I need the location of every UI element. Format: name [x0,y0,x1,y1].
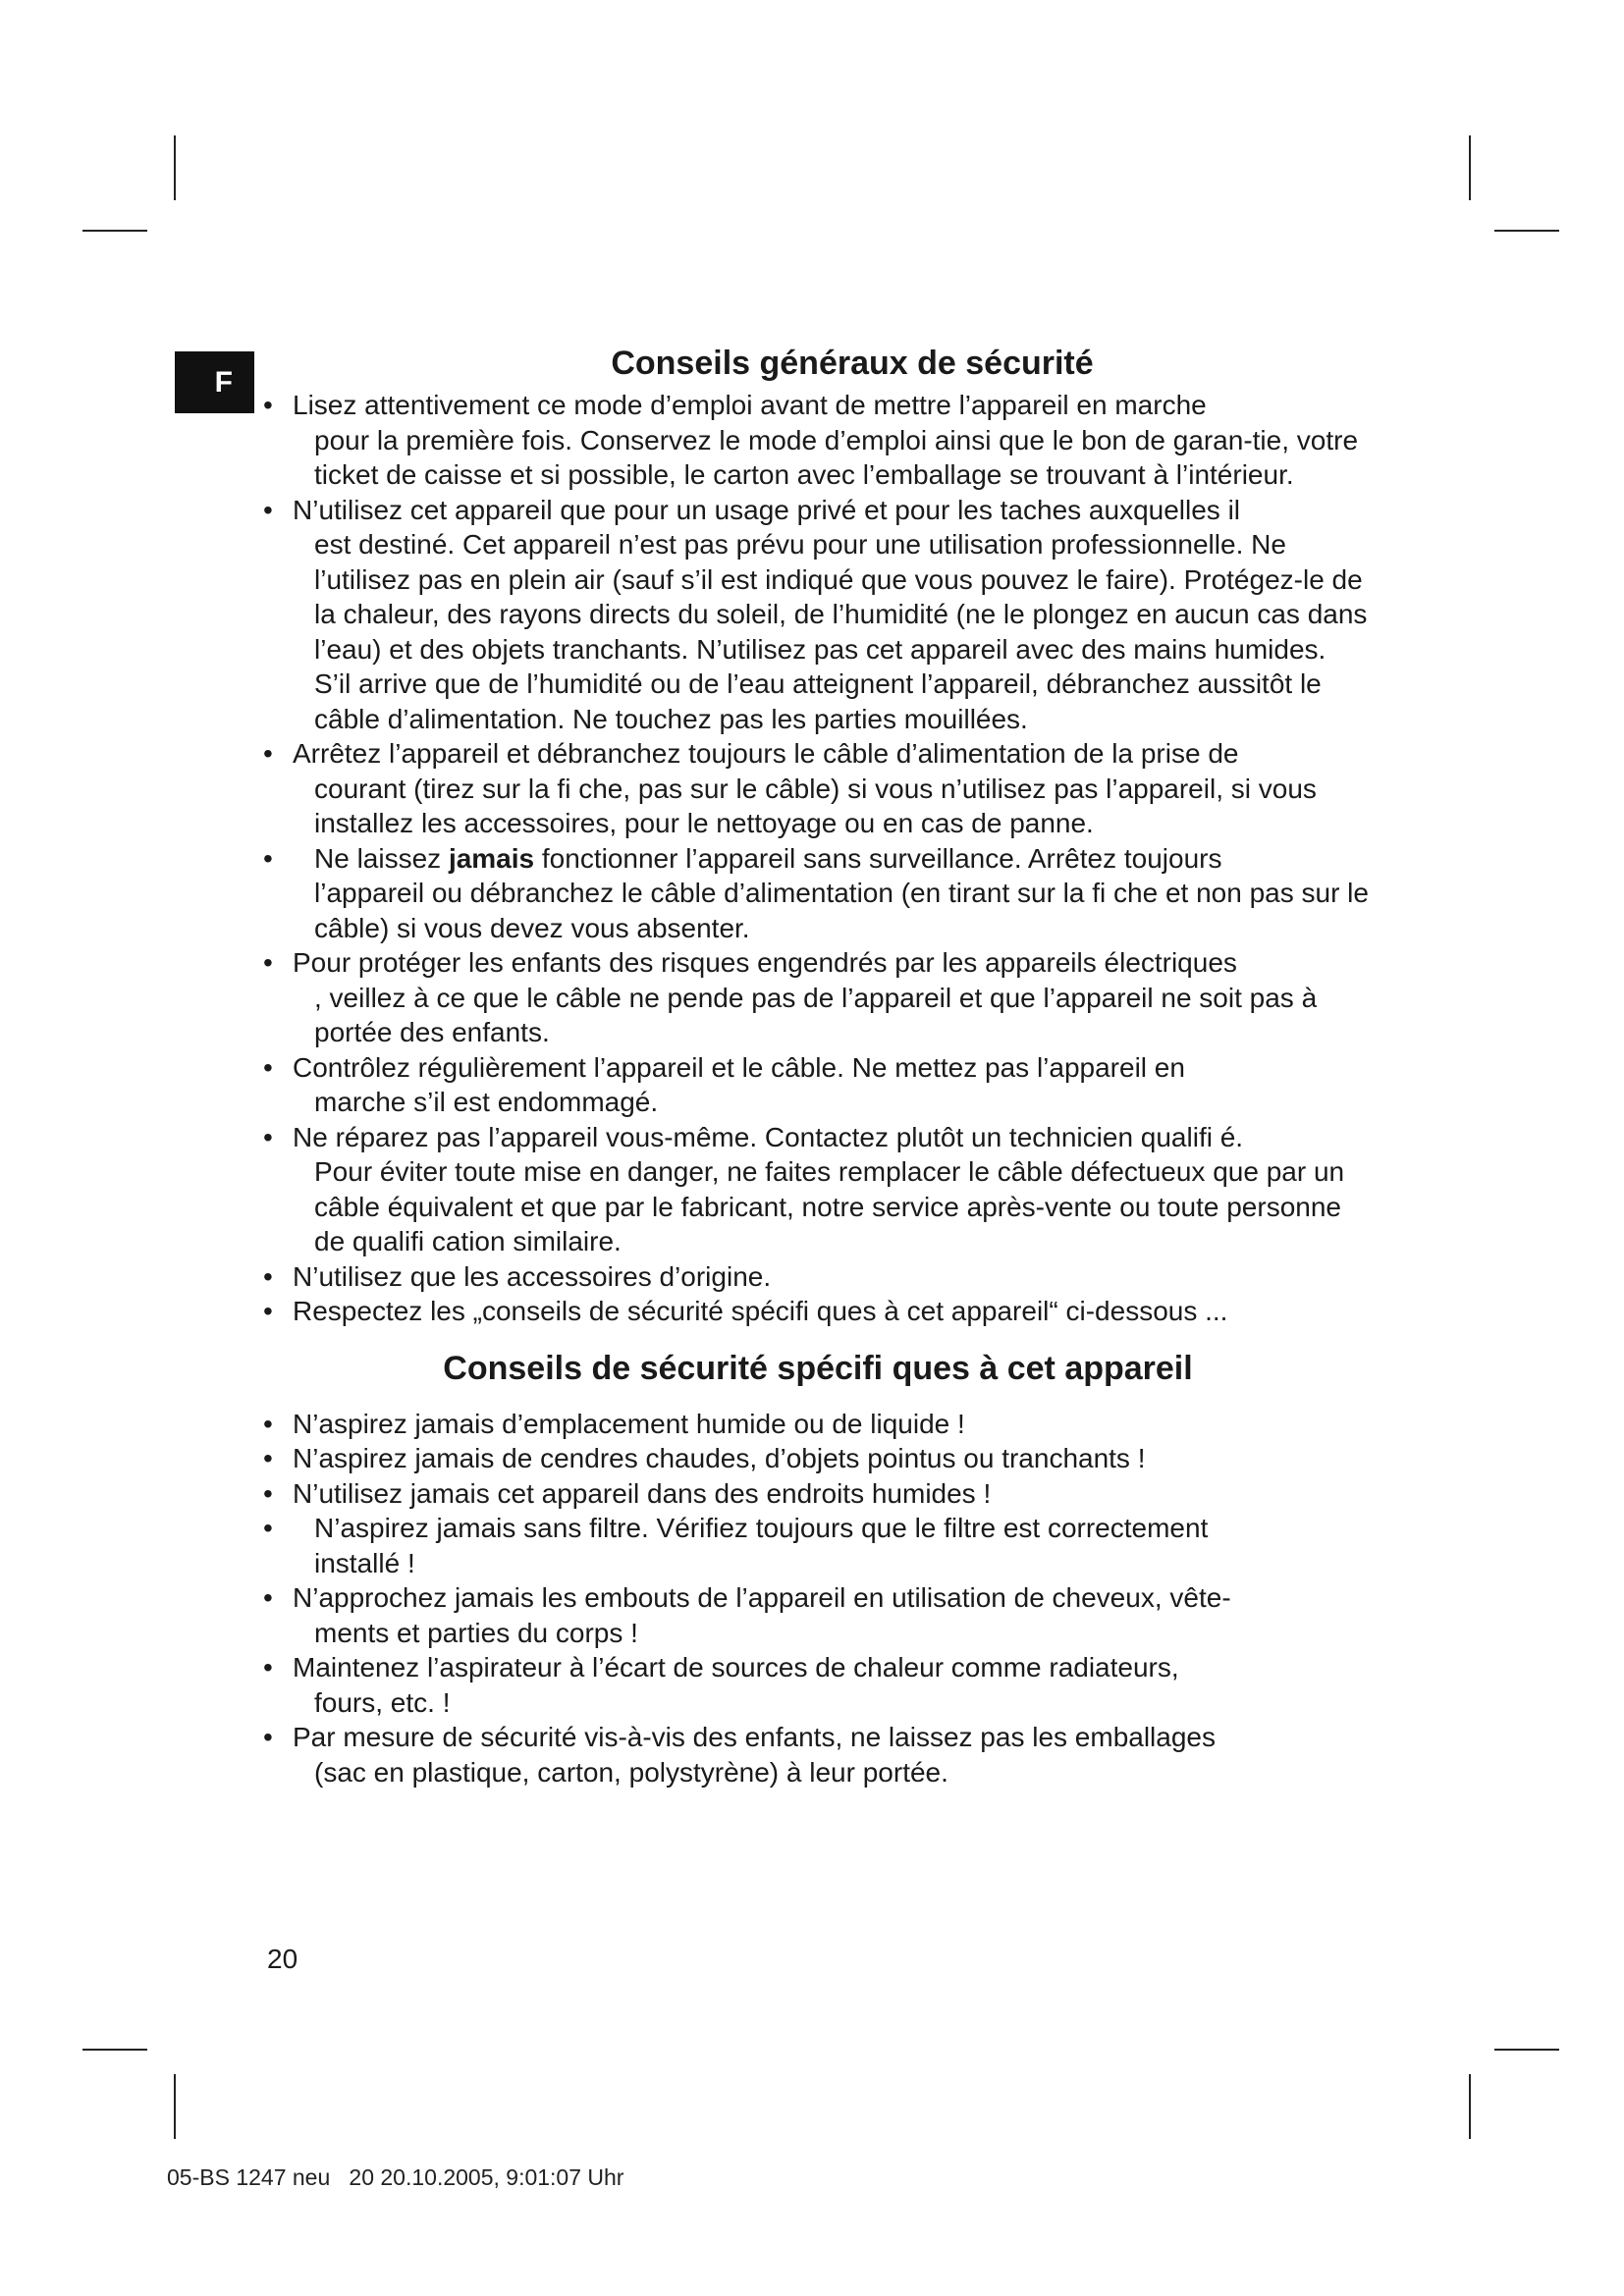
crop-mark-top-right-horizontal [1494,230,1559,232]
section-title-general-safety: Conseils généraux de sécurité [611,345,1094,382]
list-item-first-line: • Pour protéger les enfants des risques engendrés par les appareils électriques [293,947,1237,978]
list-item-first-line: • N’aspirez jamais d’emplacement humide ou de liquide ! [293,1408,965,1439]
list-item [263,1476,1373,1512]
list-item-first-line: • N’aspirez jamais sans filtre. Vérifiez toujours que le filtre est correctement [314,1513,1209,1543]
list-item [263,1580,1373,1650]
list-item-text: , veillez à ce que le câble ne pende pas de l’appareil et que l’appareil ne soit pas à portée des enfants. [314,982,1318,1047]
list-item [263,1720,1373,1789]
list-item-first-line: • N’utilisez que les accessoires d’origine. [293,1260,772,1292]
emphasis-jamais: jamais [448,842,535,874]
crop-mark-bottom-left-vertical [174,2074,176,2139]
list-item [263,841,1373,946]
list-item-text: l’appareil ou débranchez le câble d’alimentation (en tirant sur la fi che et non pas sur le câble) si vous devez vous absenter. [314,878,1369,943]
list-item-first-line: • Maintenez l’aspirateur à l’écart de sources de chaleur comme radiateurs, [293,1652,1179,1682]
list-item [263,493,1373,737]
list-item-text-post: fonctionner l’appareil sans surveillance. Arrêtez toujours [534,842,1222,874]
list-item [263,1294,1373,1329]
list-item-first-line: • N’utilisez jamais cet appareil dans des endroits humides ! [293,1477,992,1509]
list-item-text: courant (tirez sur la fi che, pas sur le câble) si vous n’utilisez pas l’appareil, si vous installez les accessoires, pour le nettoyage ou en cas de panne. [314,773,1317,838]
list-item [263,1650,1373,1720]
list-item [263,736,1373,841]
crop-mark-top-left-vertical [174,135,176,200]
list-item-first-line: • Lisez attentivement ce mode d’emploi avant de mettre l’appareil en marche [293,390,1207,420]
page-content [263,339,1373,1789]
list-item [263,1441,1373,1476]
list-item-text: pour la première fois. Conservez le mode d’emploi ainsi que le bon de garan-tie, votre ticket de caisse et si possible, le carton avec l’emballage se trouvant à l’intérieur. [314,424,1359,490]
list-item-text: installé ! [314,1547,415,1578]
list-item-first-line: • Par mesure de sécurité vis-à-vis des enfants, ne laissez pas les emballages [293,1722,1216,1752]
crop-mark-bottom-right-vertical [1469,2074,1471,2139]
list-item-first-line: • N’aspirez jamais de cendres chaudes, d’objets pointus ou tranchants ! [293,1443,1146,1473]
list-item-first-line [314,841,1369,877]
list-item-text: Pour éviter toute mise en danger, ne faites remplacer le câble défectueux que par un câble équivalent et que par le fabricant, notre service après-vente ou toute personne de qualifi cation similaire. [314,1156,1345,1256]
list-item-text: marche s’il est endommagé. [314,1087,659,1117]
general-safety-list [263,388,1373,1329]
list-item-first-line: • Arrêtez l’appareil et débranchez toujours le câble d’alimentation de la prise de [293,738,1239,769]
print-slug: 05-BS 1247 neu 20 20.10.2005, 9:01:07 Uhr [167,2164,624,2190]
list-item-text: (sac en plastique, carton, polystyrène) à leur portée. [314,1756,948,1788]
crop-mark-top-right-vertical [1469,135,1471,200]
list-item [263,1120,1373,1259]
list-item-first-line: • Ne réparez pas l’appareil vous-même. Contactez plutôt un technicien qualifi é. [293,1121,1244,1152]
list-item-text: fours, etc. ! [314,1686,451,1718]
crop-mark-bottom-right-horizontal [1494,2049,1559,2051]
list-item-first-line: • Respectez les „conseils de sécurité spécifi ques à cet appareil“ ci-dessous ... [293,1296,1228,1326]
crop-mark-bottom-left-horizontal [82,2049,147,2051]
page-number: 20 [267,1944,298,1974]
list-item-first-line: • N’utilisez cet appareil que pour un usage privé et pour les taches auxquelles il [293,494,1241,525]
language-tab: F [175,351,254,413]
section-title-specific-safety: Conseils de sécurité spécifi ques à cet appareil [443,1349,1193,1387]
list-item-text: ments et parties du corps ! [314,1617,638,1648]
list-item-text-pre: Ne laissez [314,842,449,874]
crop-mark-top-left-horizontal [82,230,147,232]
list-item [263,945,1373,1050]
specific-safety-list [263,1407,1373,1790]
list-item [263,1259,1373,1295]
list-item [263,388,1373,493]
list-item [263,1050,1373,1120]
list-item-text: est destiné. Cet appareil n’est pas prévu pour une utilisation professionnelle. Ne l’utilisez pas en plein air (sauf s’il est indiqué que vous pouvez le faire). Protégez-le de la chaleur, des rayons directs du soleil, de l’humidité (ne le plongez en aucun cas dans l’eau) et des objets tranchants. N’utilisez pas cet appareil avec des mains humides. S’il arrive que de l’humidité ou de l’eau atteignent l’appareil, débranchez aussitôt le câble d’alimentation. Ne touchez pas les parties mouillées. [314,529,1368,734]
list-item-first-line: • N’approchez jamais les embouts de l’appareil en utilisation de cheveux, vête- [293,1582,1231,1613]
list-item-first-line: • Contrôlez régulièrement l’appareil et le câble. Ne mettez pas l’appareil en [293,1051,1185,1083]
list-item [263,1407,1373,1442]
list-item [263,1511,1373,1580]
